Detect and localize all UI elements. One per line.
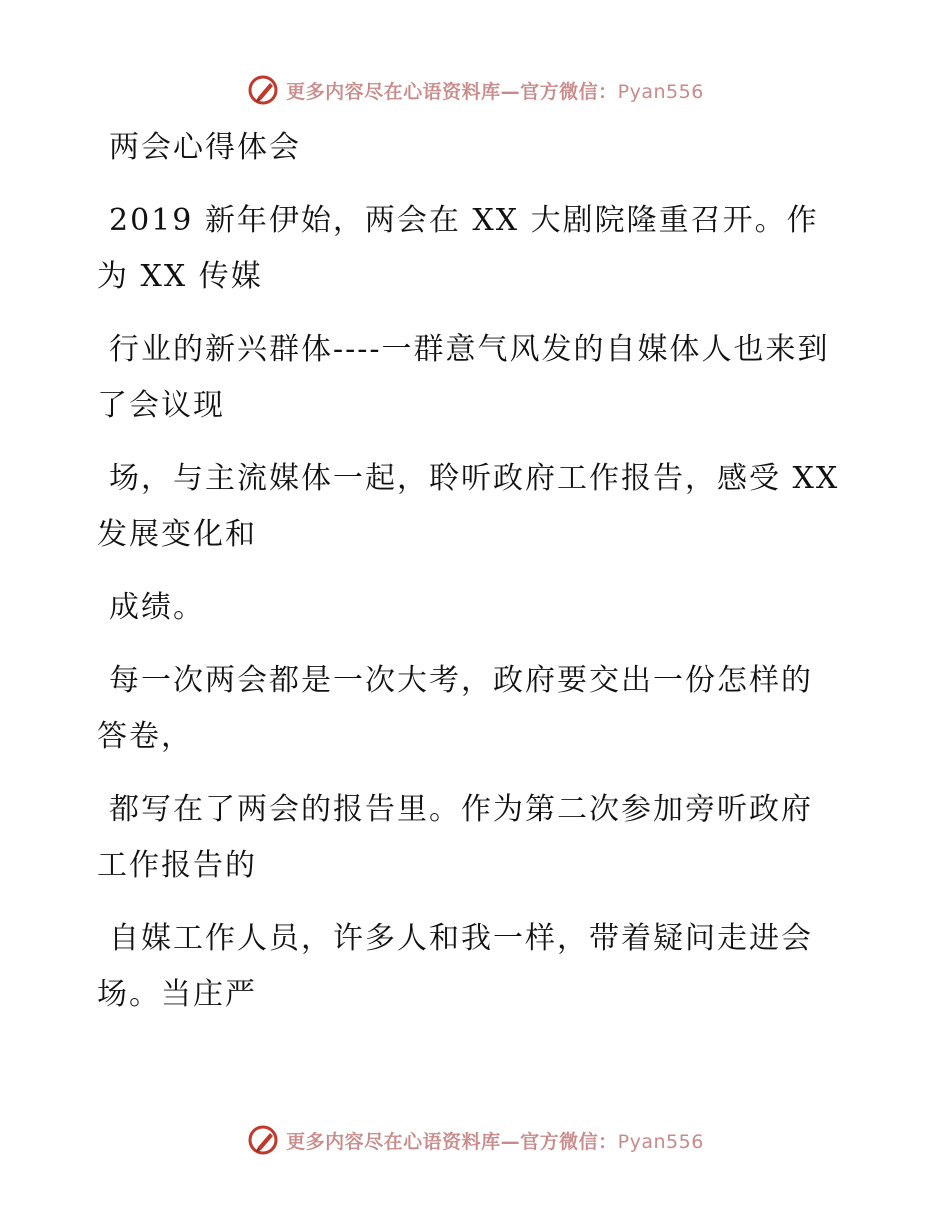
banner-text xyxy=(286,77,704,104)
banner-slogan: 更多内容尽在心语资料库—官方微信： xyxy=(286,80,618,103)
paragraph: 每一次两会都是一次大考，政府要交出一份怎样的答卷， xyxy=(97,663,813,754)
pen-logo-icon xyxy=(246,1123,280,1157)
paragraph: 行业的新兴群体----一群意气风发的自媒体人也来到了会议现 xyxy=(97,332,830,423)
header-banner xyxy=(0,70,950,110)
paragraph: 都写在了两会的报告里。作为第二次参加旁听政府工作报告的 xyxy=(97,792,813,883)
pen-logo-icon xyxy=(246,73,280,107)
banner-content xyxy=(246,1123,704,1157)
footer-banner xyxy=(0,1120,950,1160)
banner-wechat-id: Pyan556 xyxy=(617,80,704,103)
paragraph: 自媒工作人员，许多人和我一样，带着疑问走进会场。当庄严 xyxy=(97,921,813,1012)
paragraph: 2019 新年伊始，两会在 XX 大剧院隆重召开。作为 XX 传媒 xyxy=(97,203,819,294)
document-title: 两会心得体会 xyxy=(109,130,301,165)
paragraph: 场，与主流媒体一起，聆听政府工作报告，感受 XX 发展变化和 xyxy=(97,461,840,552)
banner-text xyxy=(286,1127,704,1154)
paragraph: 成绩。 xyxy=(109,590,205,625)
banner-slogan: 更多内容尽在心语资料库—官方微信： xyxy=(286,1130,618,1153)
banner-content xyxy=(246,73,704,107)
document-body xyxy=(97,120,842,1040)
banner-wechat-id: Pyan556 xyxy=(617,1130,704,1153)
